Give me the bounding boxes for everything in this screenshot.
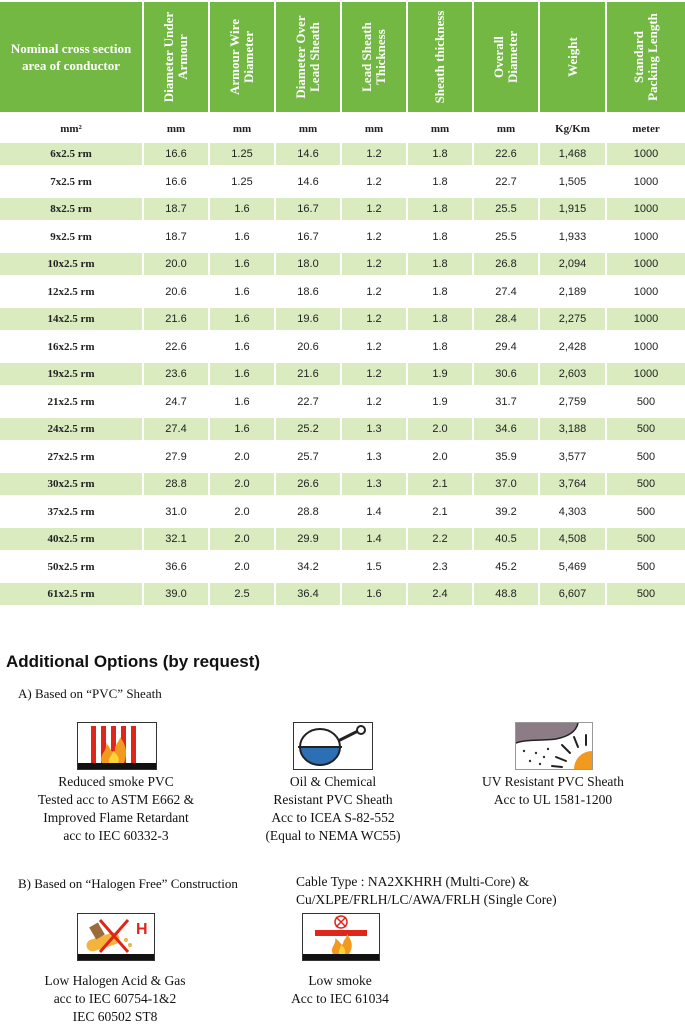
- table-row: [0, 171, 685, 193]
- table-cell: 25.5: [474, 198, 538, 220]
- table-cell: 2.1: [408, 473, 472, 495]
- header-label: Diameter Under Armour: [161, 11, 190, 103]
- table-cell: 16.7: [276, 198, 340, 220]
- table-cell: 1.6: [210, 363, 274, 385]
- table-row: [0, 418, 685, 440]
- table-cell: 14x2.5 rm: [0, 308, 142, 330]
- table-cell: 1.8: [432, 340, 448, 353]
- table-cell: 20.6: [165, 285, 187, 298]
- section-b-label: B) Based on “Halogen Free” Construction: [18, 876, 238, 891]
- table-cell: 22.6: [474, 143, 538, 165]
- unit-cell: mm: [166, 123, 186, 135]
- table-cell: 1.8: [408, 308, 472, 330]
- table-cell: 16.6: [165, 175, 187, 188]
- table-header-row: [0, 0, 685, 115]
- table-cell: 2,275: [540, 308, 605, 330]
- table-cell: 1.3: [342, 473, 406, 495]
- table-cell: 7x2.5 rm: [50, 175, 92, 188]
- uv-resistant-icon: [515, 722, 593, 770]
- table-cell: 40x2.5 rm: [0, 528, 142, 550]
- table-cell: 2.0: [234, 560, 250, 573]
- table-cell: 2.2: [408, 528, 472, 550]
- table-cell: 20.0: [144, 253, 208, 275]
- low-halogen-caption: Low Halogen Acid & Gas acc to IEC 60754-1&2 IEC 60502 ST8: [44, 973, 186, 1024]
- table-row: [0, 143, 685, 165]
- table-cell: 1.2: [366, 340, 382, 353]
- table-cell: 1.8: [408, 253, 472, 275]
- reduced-smoke-icon: [77, 722, 157, 770]
- table-row: [0, 501, 685, 523]
- table-cell: 1.2: [366, 175, 382, 188]
- table-cell: 3,764: [540, 473, 605, 495]
- table-cell: 16.6: [144, 143, 208, 165]
- table-cell: 1000: [633, 175, 659, 188]
- header-cell: [210, 2, 274, 112]
- table-cell: 21x2.5 rm: [47, 395, 95, 408]
- table-cell: 2.1: [432, 505, 448, 518]
- table-cell: 3,188: [540, 418, 605, 440]
- header-cell: [342, 2, 406, 112]
- table-cell: 1000: [607, 308, 685, 330]
- table-cell: 1.2: [366, 395, 382, 408]
- header-label: Weight: [564, 37, 580, 77]
- table-cell: 1.9: [432, 395, 448, 408]
- table-cell: 1.3: [366, 450, 382, 463]
- table-cell: 14.6: [276, 143, 340, 165]
- table-cell: 2,428: [558, 340, 587, 353]
- table-cell: 18.7: [144, 198, 208, 220]
- table-cell: 1,505: [558, 175, 587, 188]
- table-cell: 1.6: [234, 395, 250, 408]
- table-cell: 34.2: [297, 560, 319, 573]
- table-cell: 36.4: [276, 583, 340, 605]
- unit-cell: mm: [232, 123, 252, 135]
- table-cell: 23.6: [144, 363, 208, 385]
- table-row: [0, 253, 685, 275]
- table-cell: 9x2.5 rm: [50, 230, 92, 243]
- table-cell: 25.2: [276, 418, 340, 440]
- table-cell: 19x2.5 rm: [0, 363, 142, 385]
- table-cell: 25.5: [495, 230, 517, 243]
- unit-cell: mm: [298, 123, 318, 135]
- table-cell: 40.5: [474, 528, 538, 550]
- table-row: [0, 363, 685, 385]
- uv-resistant-caption: UV Resistant PVC Sheath Acc to UL 1581-1200: [482, 774, 624, 807]
- reduced-smoke-caption: Reduced smoke PVC Tested acc to ASTM E662 & Improved Flame Retardant acc to IEC 60332-3: [37, 774, 195, 843]
- header-label: Armour Wire Diameter: [227, 19, 256, 95]
- header-label: Diameter Over Lead Sheath: [293, 15, 322, 99]
- halogen-h-letter: H: [136, 921, 148, 938]
- unit-cell: meter: [632, 123, 660, 135]
- table-cell: 34.6: [474, 418, 538, 440]
- table-cell: 18.6: [297, 285, 319, 298]
- oil-chemical-icon: [293, 722, 373, 770]
- table-cell: 21.6: [144, 308, 208, 330]
- table-row: [0, 198, 685, 220]
- header-label: Overall Diameter: [491, 31, 520, 83]
- table-cell: 1.8: [432, 175, 448, 188]
- table-cell: 22.7: [495, 175, 517, 188]
- table-cell: 500: [636, 395, 656, 408]
- table-row: [0, 391, 685, 413]
- table-cell: 45.2: [495, 560, 517, 573]
- table-cell: 500: [636, 505, 656, 518]
- table-cell: 28.8: [297, 505, 319, 518]
- table-cell: 1.4: [366, 505, 382, 518]
- header-cell: Nominal cross section area of conductor: [0, 2, 142, 112]
- unit-cell: Kg/Km: [555, 123, 590, 135]
- header-label: Standard Packing Length: [631, 13, 660, 101]
- table-cell: 1000: [607, 253, 685, 275]
- table-cell: 2.0: [210, 473, 274, 495]
- table-cell: 3,577: [558, 450, 587, 463]
- low-smoke-caption: Low smoke Acc to IEC 61034: [291, 973, 389, 1006]
- table-cell: 1000: [633, 285, 659, 298]
- table-cell: 1.8: [408, 143, 472, 165]
- table-cell: 20.6: [297, 340, 319, 353]
- table-cell: 1.5: [366, 560, 382, 573]
- table-cell: 500: [636, 450, 656, 463]
- unit-cell: mm: [430, 123, 450, 135]
- table-cell: 24x2.5 rm: [0, 418, 142, 440]
- table-cell: 36.6: [165, 560, 187, 573]
- table-row: [0, 336, 685, 358]
- table-cell: 2.0: [234, 505, 250, 518]
- table-cell: 1.6: [210, 198, 274, 220]
- table-cell: 1.2: [366, 230, 382, 243]
- table-row: [0, 583, 685, 605]
- table-cell: 10x2.5 rm: [0, 253, 142, 275]
- table-cell: 2,759: [558, 395, 587, 408]
- table-cell: 500: [636, 560, 656, 573]
- header-cell: [276, 2, 340, 112]
- table-cell: 19.6: [276, 308, 340, 330]
- table-cell: 2,603: [540, 363, 605, 385]
- table-cell: 35.9: [495, 450, 517, 463]
- table-cell: 1.9: [408, 363, 472, 385]
- table-cell: 1.2: [366, 285, 382, 298]
- table-cell: 500: [607, 528, 685, 550]
- table-cell: 25.7: [297, 450, 319, 463]
- table-cell: 6,607: [540, 583, 605, 605]
- header-cell: [540, 2, 605, 112]
- table-cell: 1.6: [210, 418, 274, 440]
- header-cell: [144, 2, 208, 112]
- table-cell: 16x2.5 rm: [47, 340, 95, 353]
- table-cell: 1.25: [210, 143, 274, 165]
- low-smoke-icon: [302, 913, 380, 961]
- table-cell: 1.6: [234, 230, 250, 243]
- table-row: [0, 308, 685, 330]
- table-cell: 1000: [633, 230, 659, 243]
- table-row: [0, 556, 685, 578]
- table-cell: 2.5: [210, 583, 274, 605]
- table-cell: 12x2.5 rm: [47, 285, 95, 298]
- table-cell: 1.2: [342, 308, 406, 330]
- table-cell: 27x2.5 rm: [47, 450, 95, 463]
- additional-options-title: Additional Options (by request): [6, 652, 261, 671]
- table-cell: 28.4: [474, 308, 538, 330]
- table-cell: 2.0: [432, 450, 448, 463]
- table-row: [0, 226, 685, 248]
- table-cell: 2,189: [558, 285, 587, 298]
- header-cell: [474, 2, 538, 112]
- table-cell: 31.7: [495, 395, 517, 408]
- table-cell: 1000: [607, 363, 685, 385]
- table-cell: 22.6: [165, 340, 187, 353]
- table-cell: 1.25: [231, 175, 253, 188]
- table-cell: 1.2: [342, 198, 406, 220]
- table-cell: 27.9: [165, 450, 187, 463]
- unit-cell: mm: [364, 123, 384, 135]
- table-cell: 500: [607, 418, 685, 440]
- table-cell: 1000: [607, 198, 685, 220]
- table-cell: 4,303: [558, 505, 587, 518]
- table-cell: 31.0: [165, 505, 187, 518]
- table-cell: 2.4: [408, 583, 472, 605]
- table-cell: 27.4: [495, 285, 517, 298]
- table-cell: 2.0: [210, 528, 274, 550]
- table-row: [0, 473, 685, 495]
- table-cell: 37.0: [474, 473, 538, 495]
- header-cell: [607, 2, 685, 112]
- table-cell: 50x2.5 rm: [47, 560, 95, 573]
- unit-cell: mm: [496, 123, 516, 135]
- table-cell: 1.8: [432, 230, 448, 243]
- table-cell: 14.6: [297, 175, 319, 188]
- header-cell: [408, 2, 472, 112]
- table-cell: 37x2.5 rm: [47, 505, 95, 518]
- table-row: [0, 446, 685, 468]
- table-row: [0, 281, 685, 303]
- table-cell: 8x2.5 rm: [0, 198, 142, 220]
- table-cell: 61x2.5 rm: [0, 583, 142, 605]
- table-cell: 22.7: [297, 395, 319, 408]
- table-cell: 1000: [633, 340, 659, 353]
- table-cell: 1.6: [210, 253, 274, 275]
- header-label: Sheath thickness: [432, 10, 447, 104]
- table-cell: 39.0: [144, 583, 208, 605]
- table-row: [0, 528, 685, 550]
- table-cell: 29.4: [495, 340, 517, 353]
- table-cell: 16.7: [297, 230, 319, 243]
- header-label: Lead Sheath Thickness: [359, 22, 388, 92]
- unit-cell: mm²: [60, 123, 82, 135]
- table-cell: 27.4: [144, 418, 208, 440]
- table-cell: 1.8: [408, 198, 472, 220]
- table-cell: 5,469: [558, 560, 587, 573]
- table-cell: 1,933: [558, 230, 587, 243]
- low-halogen-icon: [77, 913, 155, 961]
- table-cell: 1.2: [342, 143, 406, 165]
- table-cell: 4,508: [540, 528, 605, 550]
- table-cell: 1000: [607, 143, 685, 165]
- table-cell: 500: [607, 473, 685, 495]
- table-cell: 2.3: [432, 560, 448, 573]
- table-cell: 18.7: [165, 230, 187, 243]
- section-a-label: A) Based on “PVC” Sheath: [18, 686, 162, 701]
- table-cell: 1.4: [342, 528, 406, 550]
- table-cell: 26.6: [276, 473, 340, 495]
- table-cell: 30x2.5 rm: [0, 473, 142, 495]
- table-cell: 1,915: [540, 198, 605, 220]
- table-cell: 1.6: [210, 308, 274, 330]
- table-cell: 1.2: [342, 253, 406, 275]
- table-cell: 1,468: [540, 143, 605, 165]
- table-cell: 1.6: [234, 340, 250, 353]
- table-cell: 28.8: [144, 473, 208, 495]
- table-cell: 26.8: [474, 253, 538, 275]
- cable-type-text: Cable Type : NA2XKHRH (Multi-Core) & Cu/XLPE/FRLH/LC/AWA/FRLH (Single Core): [296, 874, 557, 907]
- table-cell: 32.1: [144, 528, 208, 550]
- oil-chemical-caption: Oil & Chemical Resistant PVC Sheath Acc to ICEA S-82-552 (Equal to NEMA WC55): [265, 774, 401, 843]
- table-cell: 24.7: [165, 395, 187, 408]
- table-cell: 1.6: [342, 583, 406, 605]
- table-cell: 1.8: [432, 285, 448, 298]
- table-cell: 2.0: [234, 450, 250, 463]
- table-cell: 1.3: [342, 418, 406, 440]
- table-cell: 30.6: [474, 363, 538, 385]
- table-cell: 39.2: [495, 505, 517, 518]
- table-cell: 1.2: [342, 363, 406, 385]
- table-cell: 500: [607, 583, 685, 605]
- table-units-row: [0, 118, 685, 140]
- table-cell: 2,094: [540, 253, 605, 275]
- table-cell: 1.6: [234, 285, 250, 298]
- table-cell: 18.0: [276, 253, 340, 275]
- table-cell: 2.0: [408, 418, 472, 440]
- table-cell: 6x2.5 rm: [0, 143, 142, 165]
- table-cell: 29.9: [276, 528, 340, 550]
- table-cell: 48.8: [474, 583, 538, 605]
- table-cell: 21.6: [276, 363, 340, 385]
